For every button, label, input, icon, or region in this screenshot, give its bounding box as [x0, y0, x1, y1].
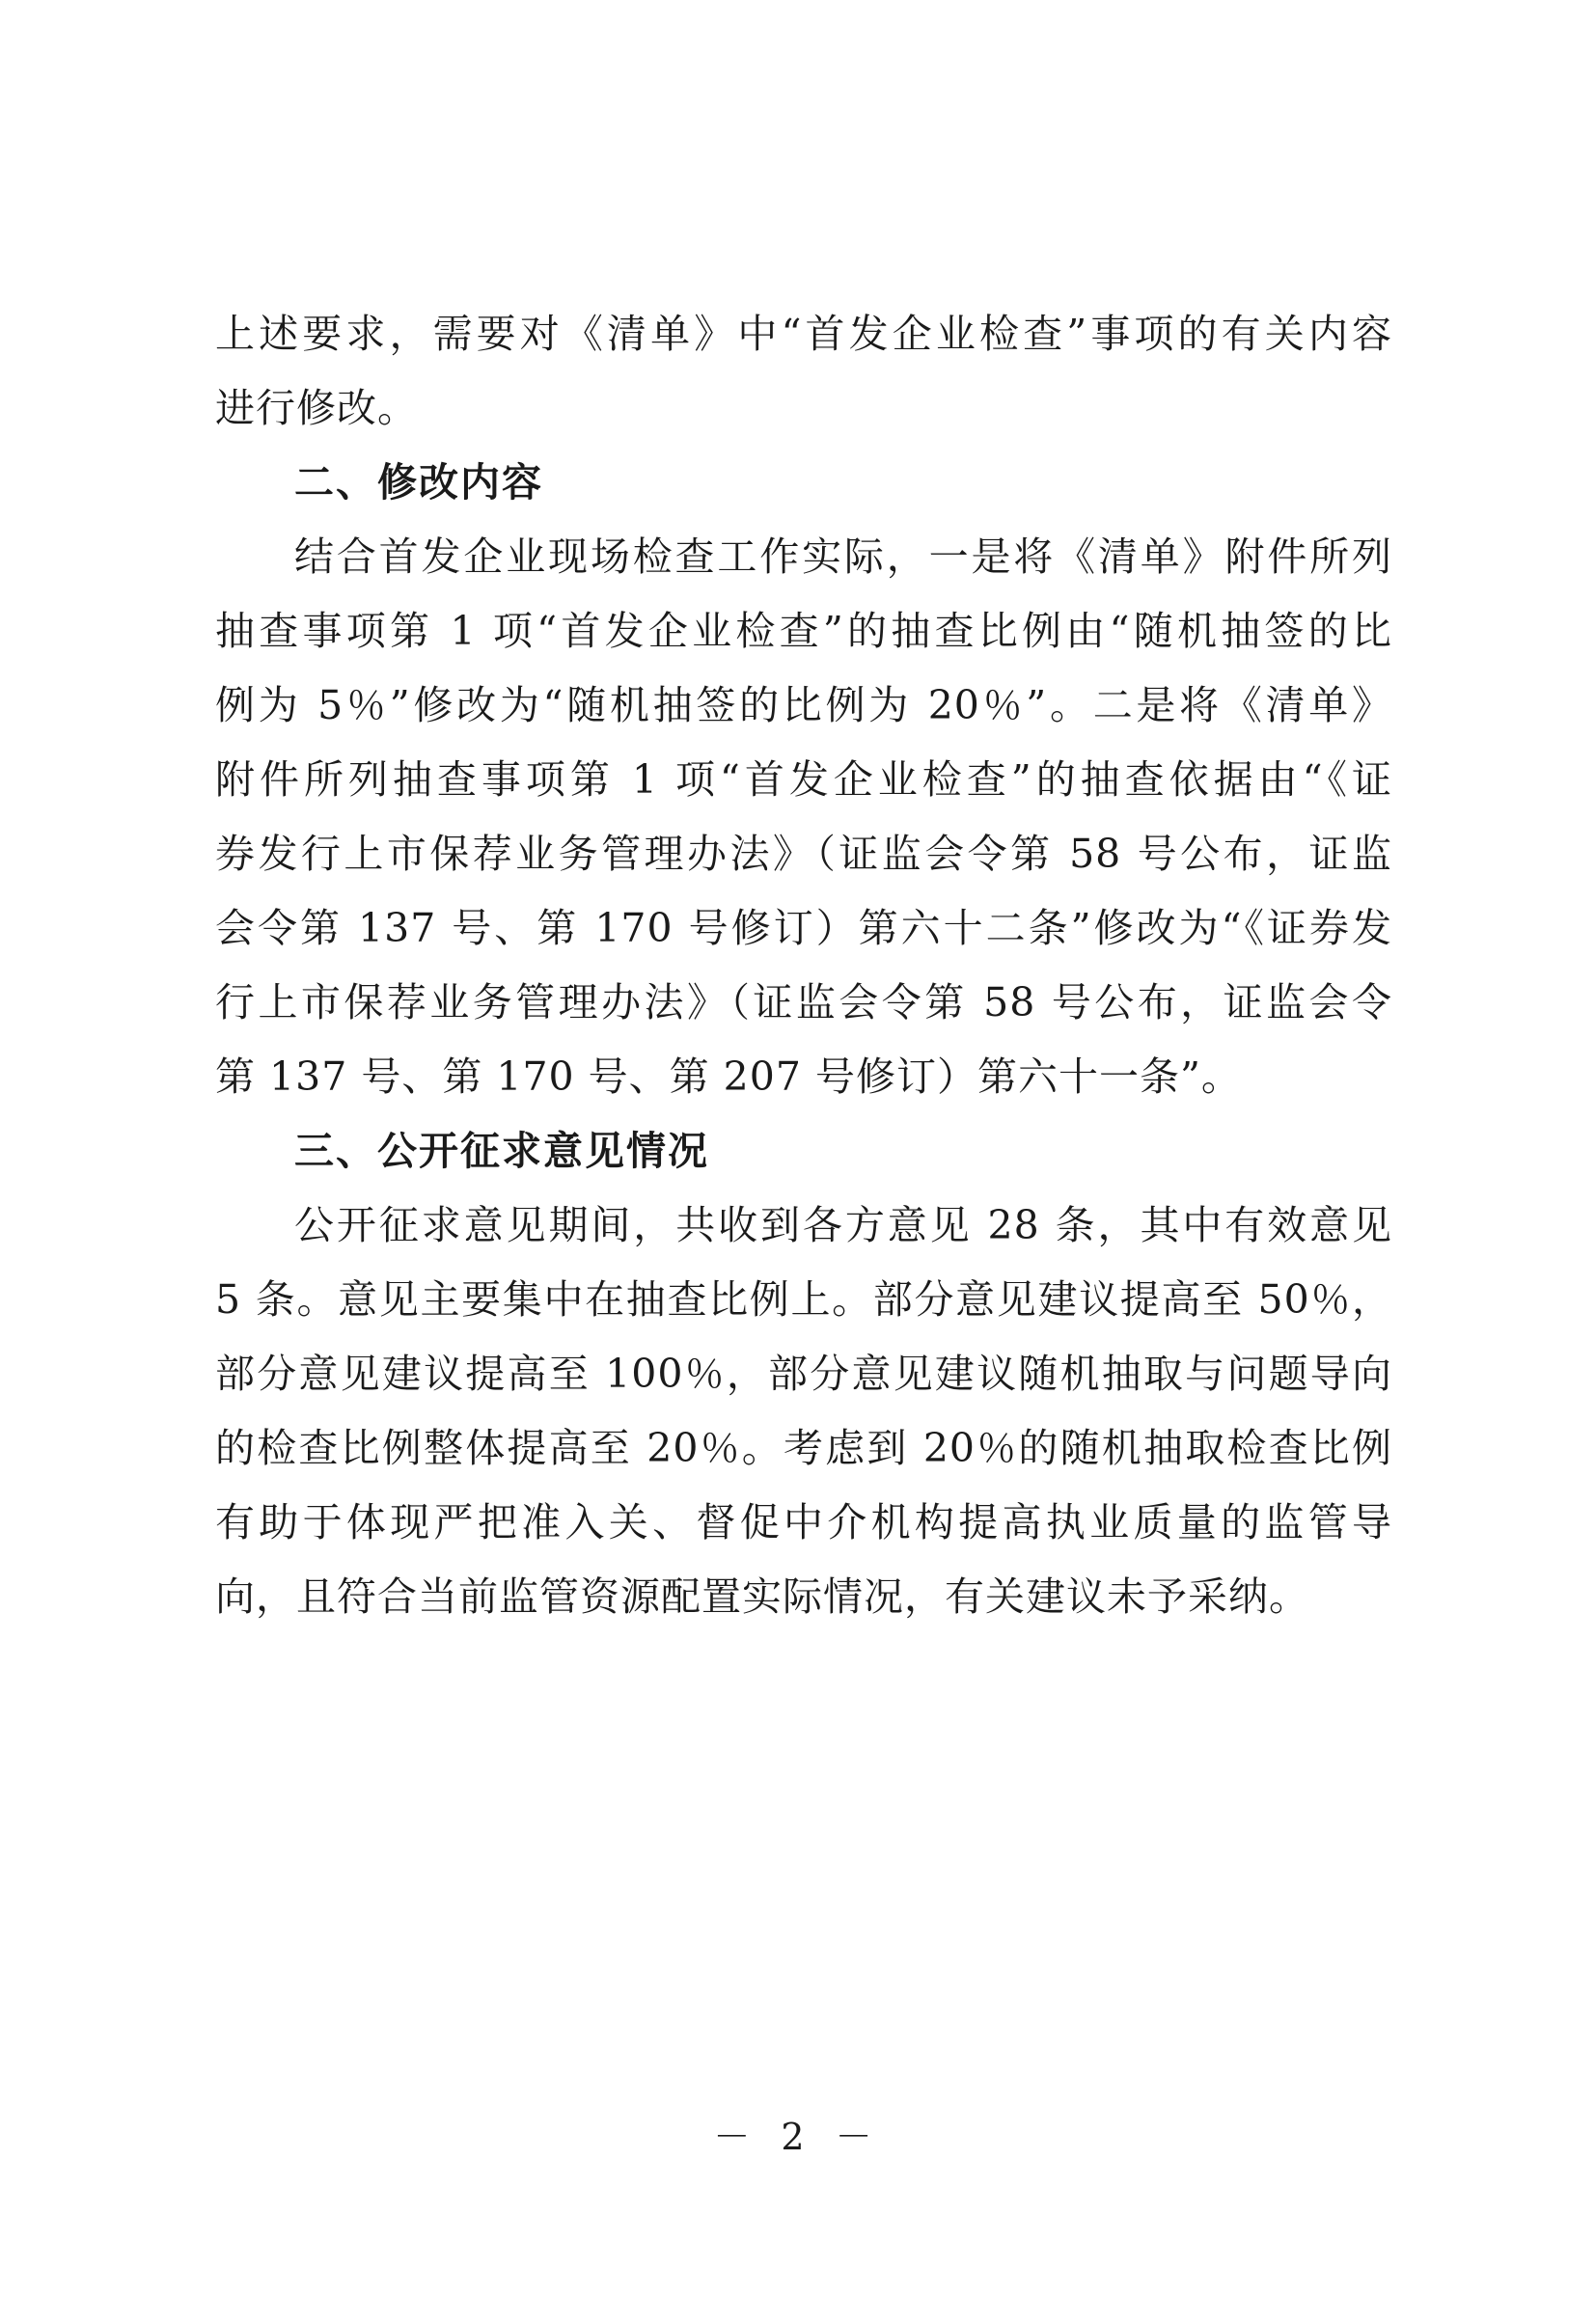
section2-line-5: 券发行上市保荐业务管理办法》（证监会令第 58 号公布，证监 [215, 831, 1392, 877]
page-number: － 2 － [713, 2116, 882, 2158]
section2-line-6: 会令第 137 号、第 170 号修订）第六十二条”修改为“《证券发 [215, 905, 1392, 951]
intro-line-2: 进行修改。 [215, 385, 418, 431]
section3-line-5: 有助于体现严把准入关、督促中介机构提高执业质量的监管导 [215, 1499, 1392, 1545]
section3-line-6: 向，且符合当前监管资源配置实际情况，有关建议未予采纳。 [215, 1573, 1309, 1620]
section3-line-2: 5 条。意见主要集中在抽查比例上。部分意见建议提高至 50％， [215, 1276, 1392, 1323]
section2-line-3: 例为 5％”修改为“随机抽签的比例为 20％”。二是将《清单》 [215, 682, 1392, 728]
section2-line-1: 结合首发企业现场检查工作实际，一是将《清单》附件所列 [294, 533, 1392, 580]
section-heading-modifications: 二、修改内容 [294, 459, 543, 506]
section3-line-1: 公开征求意见期间，共收到各方意见 28 条，其中有效意见 [294, 1202, 1392, 1248]
section-heading-public-comments: 三、公开征求意见情况 [294, 1128, 709, 1174]
section2-line-2: 抽查事项第 1 项“首发企业检查”的抽查比例由“随机抽签的比 [215, 608, 1392, 654]
section3-line-4: 的检查比例整体提高至 20％。考虑到 20％的随机抽取检查比例 [215, 1425, 1392, 1471]
section2-line-7: 行上市保荐业务管理办法》（证监会令第 58 号公布，证监会令 [215, 979, 1392, 1025]
section2-line-8: 第 137 号、第 170 号、第 207 号修订）第六十一条”。 [215, 1053, 1242, 1100]
section2-line-4: 附件所列抽查事项第 1 项“首发企业检查”的抽查依据由“《证 [215, 756, 1392, 803]
section3-line-3: 部分意见建议提高至 100％，部分意见建议随机抽取与问题导向 [215, 1351, 1392, 1397]
intro-line-1: 上述要求，需要对《清单》中“首发企业检查”事项的有关内容 [215, 311, 1392, 357]
